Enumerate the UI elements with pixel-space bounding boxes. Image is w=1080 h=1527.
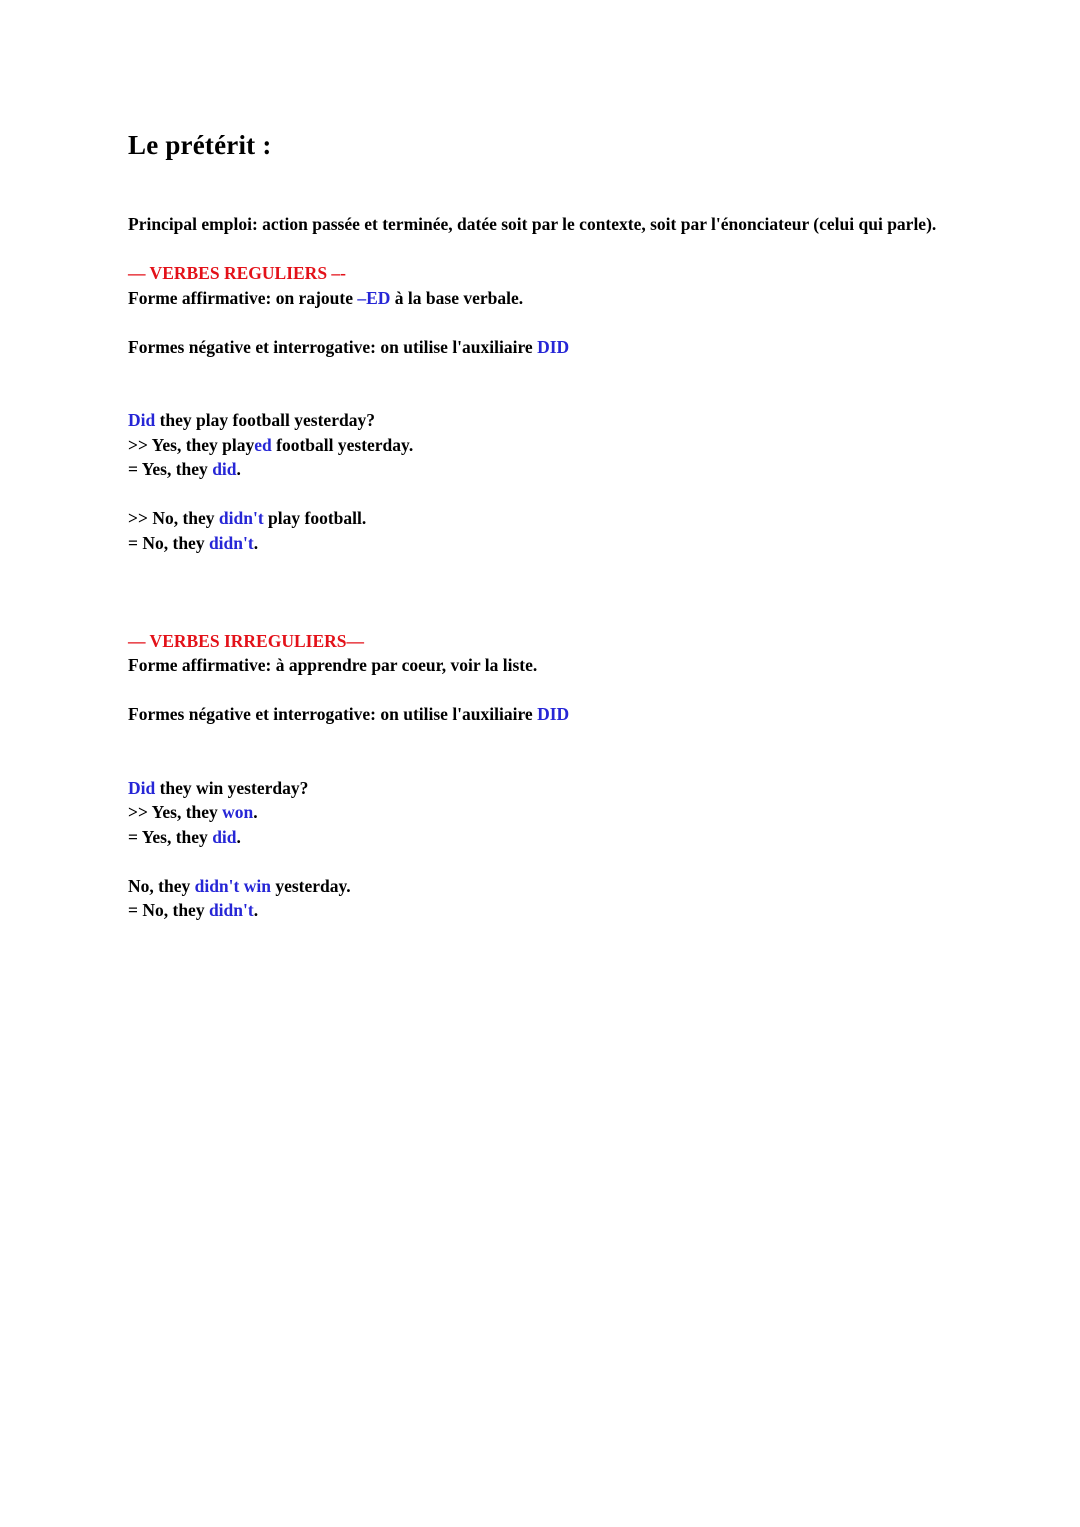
- text-line: [128, 261, 1038, 286]
- text-segment: won: [222, 802, 254, 822]
- text-segment: –ED: [357, 287, 391, 308]
- blank-line: [128, 678, 1038, 703]
- text-line: [128, 874, 1038, 899]
- text-segment: play football.: [263, 508, 367, 528]
- text-segment: did: [212, 826, 237, 847]
- text-segment: >> No, they: [128, 508, 219, 528]
- text-line: [128, 800, 1038, 825]
- page-title: Le prétérit :: [128, 130, 272, 160]
- text-line: [128, 776, 1038, 801]
- text-segment: Did: [128, 410, 156, 430]
- text-line: [128, 286, 1038, 311]
- text-segment: football yesterday.: [271, 434, 414, 455]
- text-segment: Principal emploi: action passée et terminée, datée soit par le contexte, soit par l'énonciateur (celui qui parle).: [128, 214, 937, 234]
- blank-line: [128, 359, 1038, 384]
- blank-line: [128, 751, 1038, 776]
- text-segment: No, they: [128, 875, 195, 896]
- text-segment: ed: [254, 434, 272, 455]
- text-segment: à la base verbale.: [390, 287, 524, 308]
- text-segment: .: [253, 900, 259, 920]
- blank-line: [128, 580, 1038, 605]
- text-segment: Forme affirmative: on rajoute: [128, 287, 358, 308]
- text-line: [128, 335, 1038, 360]
- document-body: [128, 212, 1038, 923]
- text-segment: did: [212, 459, 237, 479]
- blank-line: [128, 237, 1038, 262]
- text-segment: Did: [128, 777, 156, 798]
- blank-line: [128, 310, 1038, 335]
- text-segment: .: [253, 802, 258, 822]
- text-segment: .: [236, 826, 241, 847]
- text-segment: didn't win: [194, 875, 271, 896]
- text-segment: they play football yesterday?: [155, 410, 375, 430]
- text-segment: Forme affirmative: à apprendre par coeur, voir la liste.: [128, 655, 538, 675]
- text-line: [128, 531, 1038, 556]
- blank-line: [128, 727, 1038, 752]
- text-segment: = Yes, they: [128, 459, 213, 479]
- blank-line: [128, 482, 1038, 507]
- text-line: [128, 702, 1038, 727]
- text-segment: = No, they: [128, 532, 209, 553]
- text-segment: yesterday.: [270, 875, 351, 896]
- text-segment: >> Yes, they play: [128, 434, 255, 455]
- blank-line: [128, 604, 1038, 629]
- text-segment: didn't: [218, 508, 264, 528]
- text-segment: didn't: [208, 532, 254, 553]
- text-line: [128, 408, 1038, 433]
- text-segment: — VERBES IRREGULIERS—: [128, 630, 364, 651]
- blank-line: [128, 555, 1038, 580]
- text-segment: .: [253, 532, 259, 553]
- text-segment: DID: [537, 336, 570, 357]
- text-segment: = No, they: [128, 900, 209, 920]
- text-segment: Formes négative et interrogative: on utilise l'auxiliaire: [128, 336, 538, 357]
- text-line: [128, 825, 1038, 850]
- text-segment: .: [236, 459, 241, 479]
- text-line: [128, 212, 1038, 237]
- text-line: [128, 898, 1038, 923]
- text-line: [128, 433, 1038, 458]
- text-segment: >> Yes, they: [128, 802, 223, 822]
- text-line: [128, 457, 1038, 482]
- text-line: [128, 629, 1038, 654]
- text-segment: didn't: [208, 900, 254, 920]
- text-segment: they win yesterday?: [155, 777, 309, 798]
- text-line: [128, 506, 1038, 531]
- text-line: [128, 653, 1038, 678]
- blank-line: [128, 849, 1038, 874]
- text-segment: = Yes, they: [128, 826, 213, 847]
- text-segment: DID: [537, 704, 570, 724]
- text-segment: — VERBES REGULIERS –-: [128, 263, 346, 283]
- blank-line: [128, 384, 1038, 409]
- text-segment: Formes négative et interrogative: on utilise l'auxiliaire: [128, 704, 538, 724]
